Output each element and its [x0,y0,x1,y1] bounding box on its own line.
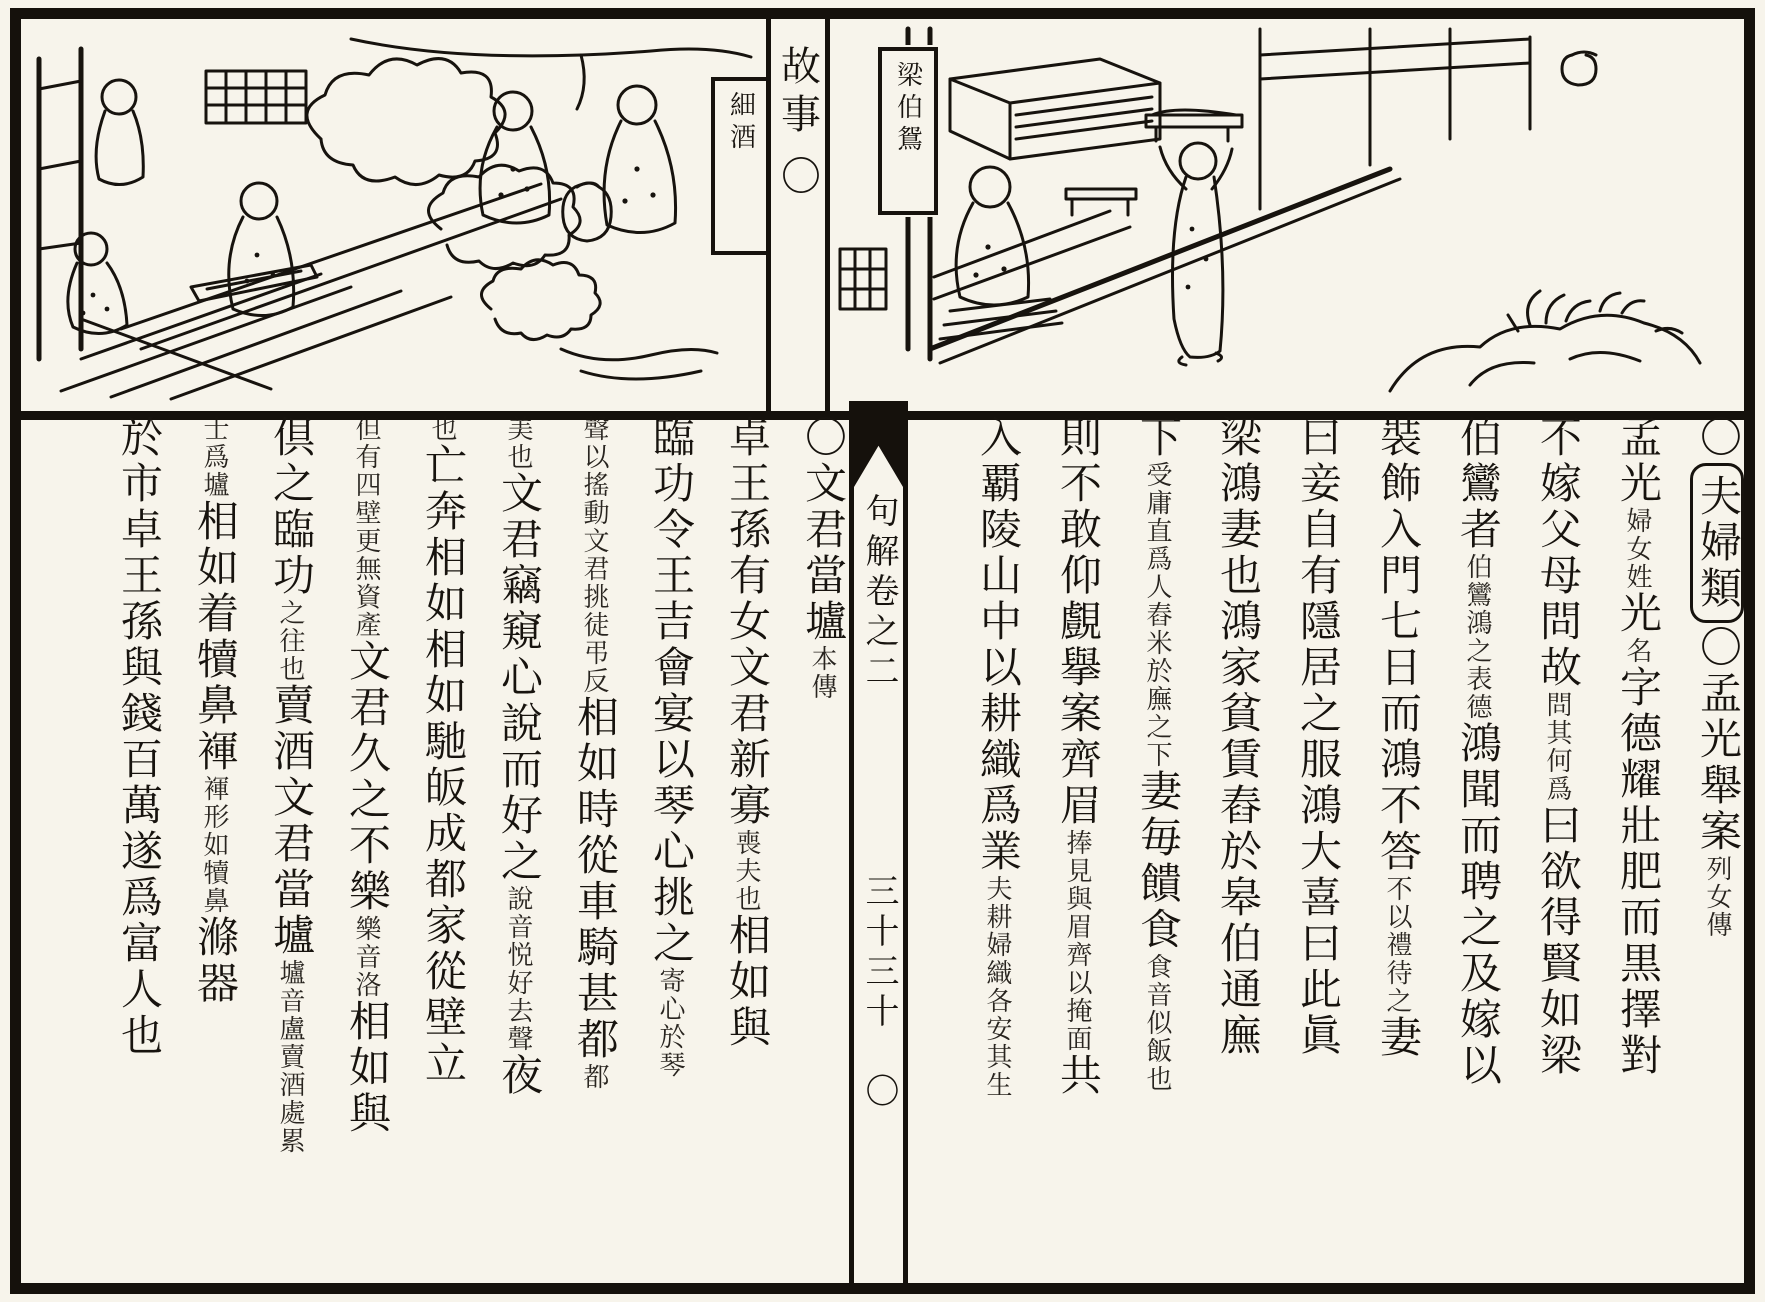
gloss-text-segment: 受庸直爲人舂米於廡之下 [1143,461,1172,769]
main-text-segment: 於市卓王孫與錢百萬遂爲富人也 [115,415,161,1059]
text-column [463,415,539,1273]
gloss-text-segment: 聲以搖動文君挑徒弔反 [580,415,609,695]
gutter-circle-mark: 〇 [860,1073,897,1113]
main-text-segment: 夜 [495,1053,541,1099]
main-text-segment: 妻毎饋食 [1134,769,1180,953]
text-column [83,415,159,1273]
gloss-text-segment: 說音悦好去聲 [504,885,533,1053]
seated-figure-with-koto [191,183,317,316]
gloss-text-segment: 食音似飯也 [1143,953,1172,1093]
text-column [387,415,463,1273]
text-column [1178,415,1258,1273]
main-text-segment: 賣酒 [267,683,313,775]
text-column [1498,415,1578,1273]
category-label-boxed: 夫婦類 [1690,463,1744,623]
left-scene-drawing [21,19,766,402]
main-text-segment: 則不敢仰覻擧案齊眉 [1054,415,1100,829]
seated-lady-right [604,86,676,233]
top-gutter-label: 故事 [775,45,821,141]
illustration-right-scene [830,19,1744,411]
gloss-text-segment: 婦女姓 [1623,507,1652,591]
text-column [311,415,387,1273]
main-text-segment: 伯鸞者 [1454,415,1500,553]
hand-basin [1562,52,1596,85]
right-text-block [908,401,1744,1283]
main-text-segment: 〇 [1694,415,1740,461]
gloss-text-segment: 都 [580,1063,609,1091]
gloss-text-segment: 名 [1623,637,1652,665]
main-text-segment: 相如着犢鼻褌 [191,499,237,775]
main-text-segment: 曰妾自有隱居之服鴻大喜曰此眞 [1294,415,1340,1059]
gloss-text-segment: 褌形如犢鼻 [200,775,229,915]
fishtail-mark [854,401,903,487]
text-column [1258,415,1338,1273]
center-gutter-strip [849,401,908,1283]
wine-shop-sign-text: 細酒 [726,91,756,155]
rocks-and-grass [1390,291,1700,391]
text-column [1018,415,1098,1273]
curtain-top [351,39,751,109]
gloss-text-segment: 不以禮待之 [1383,875,1412,1015]
seated-figure-lower-left [68,233,127,334]
right-scene-drawing [830,19,1710,402]
gloss-text-segment: 本傳 [808,645,837,701]
main-text-segment: 〇孟光舉案 [1694,625,1740,855]
main-text-segment: 妻 [1374,1015,1420,1061]
text-column [767,415,843,1273]
gloss-text-segment: 喪夫也 [732,829,761,913]
lattice-window [206,71,306,123]
gutter-volume-title: 句解卷之二 [860,493,897,693]
gloss-text-segment: 美也 [504,415,533,471]
text-column [1338,415,1418,1273]
gutter-page-number: 三十三十 [860,873,897,1033]
top-gutter-strip [766,19,830,411]
gloss-text-segment: 士爲壚 [200,415,229,499]
gloss-text-segment: 寄心於琴 [656,967,685,1079]
seated-figure-back-left [96,80,143,185]
main-text-segment: 下 [1134,415,1180,461]
text-column [615,415,691,1273]
gloss-text-segment: 也 [428,415,457,443]
main-text-segment: 相如時從車騎甚都 [571,695,617,1063]
gloss-text-segment: 伯鸞鴻之表德 [1463,553,1492,721]
text-column [539,415,615,1273]
main-text-segment: 滌器 [191,915,237,1007]
cabinet-chest [950,59,1160,159]
text-column [1098,415,1178,1273]
gloss-text-segment: 問其何爲 [1543,691,1572,803]
text-row [21,401,1744,1283]
main-text-segment: 光 [1614,591,1660,637]
main-text-segment: 相如與 [723,913,769,1051]
main-text-segment: 鴻聞而聘之及嫁以 [1454,721,1500,1089]
gloss-text-segment: 夫耕婦織各安其生 [983,875,1012,1099]
scene-title-text: 梁伯鴛 [893,61,923,157]
main-text-segment: 孟光 [1614,415,1660,507]
scene-title-cartouche [878,47,938,215]
main-text-segment: 文君竊窺心說而好之 [495,471,541,885]
left-text-block [21,401,849,1283]
gloss-text-segment: 壚音盧賣酒處累 [276,959,305,1155]
wine-shop-sign [711,77,771,255]
text-column [1418,415,1498,1273]
top-gutter-circle: 〇 [775,155,821,203]
text-column [1578,415,1658,1273]
main-text-segment: 曰欲得賢如梁 [1534,803,1580,1079]
gloss-text-segment: 樂音洛 [352,915,381,999]
main-text-segment: 不嫁父母問故 [1534,415,1580,691]
main-text-segment: 文君久之不樂 [343,639,389,915]
standing-wife-with-tray [1146,110,1242,365]
text-column [938,415,1018,1273]
main-text-segment: 入覇陵山中以耕織爲業 [974,415,1020,875]
main-text-segment: 字德耀壯肥而黒擇對 [1614,665,1660,1079]
main-text-segment: 共 [1054,1053,1100,1099]
main-text-segment: 臨功令王吉會宴以琴心挑之 [647,415,693,967]
illustration-row [21,19,1744,420]
main-text-segment: 倶之臨功 [267,415,313,599]
text-column [159,415,235,1273]
low-table [1066,189,1136,215]
gloss-text-segment: 列女傳 [1703,855,1732,939]
gloss-text-segment: 捧見與眉齊以掩面 [1063,829,1092,1053]
main-text-segment: 裝飾入門七日而鴻不答 [1374,415,1420,875]
main-text-segment: 亡奔相如相如馳皈成都家從壁立 [419,443,465,1087]
main-text-segment: 卓王孫有女文君新寡 [723,415,769,829]
text-column [235,415,311,1273]
main-text-segment: 〇文君當壚 [799,415,845,645]
veranda-edge [930,29,1530,363]
text-column [1658,415,1738,1273]
gloss-text-segment: 之往也 [276,599,305,683]
main-text-segment: 梁鴻妻也鴻家貧賃舂於皋伯通廡 [1214,415,1260,1059]
main-text-segment: 文君當壚 [267,775,313,959]
veranda-railing [39,49,271,389]
gloss-text-segment: 但有四壁更無資產 [352,415,381,639]
main-text-segment: 相如與 [343,999,389,1137]
illustration-left-scene [21,19,766,411]
text-column [691,415,767,1273]
